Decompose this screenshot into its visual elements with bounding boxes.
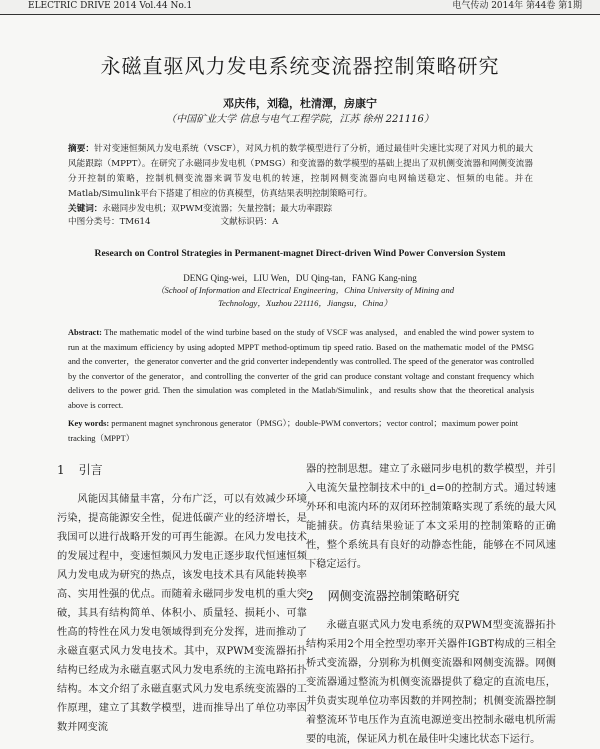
- english-keywords-text: permanent magnet synchronous generator（PMSG）；double-PWM convertors；vector control；maximum power point tracking（MPPT）: [68, 419, 519, 443]
- english-affiliation: （School of Information and Electrical Engineering，China University of Mining and Technology，Xuzhou 221116，Jiangsu，China）: [155, 285, 455, 308]
- chinese-keywords-label: 关键词：: [68, 204, 103, 214]
- section-1-number: 1: [57, 463, 65, 477]
- running-header-left: ELECTRIC DRIVE 2014 Vol.44 No.1: [28, 1, 193, 11]
- chinese-abstract-text: 针对变速恒频风力发电系统（VSCF），对风力机的数学模型进行了分析，通过最佳叶尖速比实现了对风力机的最大风能跟踪（MPPT）。在研究了永磁同步发电机（PMSG）和变流器的数学模型的基础上提出了双机侧变流器和网侧变流器分开控制的策略，控制机侧变流器来调节发电机的转速，控制网侧变流器向电网输送稳定、恒频的电能。并在Matlab/Simulink平台下搭建了相应的仿真模型，仿真结果表明控制策略可行。: [68, 144, 533, 199]
- english-keywords-label: Key words:: [68, 419, 110, 428]
- english-abstract-text: The mathematic model of the wind turbine based on the study of VSCF was analysed，and enabled the wind power system to run at the maximum efficiency by using adopted MPPT method-optimum tip speed ratio. Based on the mathematic model of the PMSG and the converter，the generator converter and the grid converter independently was controlled. The speed of the generator was controlled by the convertor of the generator，and controlling the converter of the grid can produce constant voltage and constant frequency which delivers to the power grid. Then the simulation was completed in the Matlab/Simulink，and results show that the theoretical analysis above is correct.: [68, 328, 534, 410]
- chinese-keywords: [68, 203, 533, 216]
- affiliation: （中国矿业大学 信息与电气工程学院，江苏 徐州 221116）: [166, 114, 434, 125]
- right-column: [306, 460, 556, 749]
- section-2-heading: [306, 584, 556, 608]
- english-title: Research on Control Strategies in Permanent-magnet Direct-driven Wind Power Conversion System: [94, 248, 506, 259]
- running-header-right: 电气传动 2014年 第44卷 第1期: [452, 1, 582, 11]
- english-abstract: [68, 326, 534, 413]
- authors: 邓庆伟，刘稳，杜清潭，房康宁: [223, 97, 377, 110]
- section-2-title: 网侧变流器控制策略研究: [327, 589, 460, 603]
- section-1-heading: [57, 458, 307, 482]
- running-header: [0, 0, 600, 15]
- chinese-abstract: [68, 142, 533, 202]
- clc-number: 中图分类号：TM614: [68, 217, 151, 227]
- english-abstract-label: Abstract:: [68, 328, 102, 337]
- section-2-number: 2: [306, 589, 314, 603]
- paper-title: 永磁直驱风力发电系统变流器控制策略研究: [100, 54, 500, 78]
- chinese-keywords-text: 永磁同步发电机；双PWM变流器；矢量控制；最大功率跟踪: [102, 204, 333, 214]
- english-authors: DENG Qing-wei，LIU Wen，DU Qing-tan，FANG Kang-ning: [183, 273, 417, 283]
- section-2-paragraph: 永磁直驱式风力发电系统的双PWM型变流器拓扑结构采用2个用全控型功率开关器件IGBT构成的三相全桥式变流器，分别称为机侧变流器和网侧变流器。网侧变流器通过整流为机侧变流器提供了稳定的直流电压，并负责实现单位功率因数的并网控制；机侧变流器控制着整流环节电压作为直流电源逆变出控制永磁电机所需要的电流，保证风力机在最佳叶尖速比状态下运行。: [306, 620, 556, 745]
- english-keywords: [68, 417, 534, 446]
- document-code: 文献标识码：A: [220, 217, 279, 227]
- section-1-title: 引言: [78, 463, 103, 477]
- chinese-abstract-label: 摘要：: [68, 144, 95, 154]
- intro-continued-paragraph: 器的控制思想。建立了永磁同步电机的数学模型，并引入电流矢量控制技术中的i_d=0的控制方式。通过转速外环和电流内环的双闭环控制策略实现了系统的最大风能捕获。仿真结果验证了本文采用的控制策略的正确性，整个系统具有良好的动静态性能，能够在不同风速下稳定运行。: [306, 464, 556, 570]
- left-column: [57, 460, 307, 737]
- classification: [68, 216, 533, 229]
- section-1-paragraph: 风能因其储量丰富，分布广泛，可以有效减少环境污染，提高能源安全性，促进低碳产业的经济增长，是我国可以进行战略开发的可再生能源。在风力发电技术的发展过程中，变速恒频风力发电正逐步取代恒速恒频风力发电成为研究的热点，该发电技术具有风能转换率高、实用性强的优点。而随着永磁同步发电机的重大突破，其具有结构简单、体积小、质量轻、损耗小、可靠性高的特性在风力发电领域得到充分发挥，进而推动了永磁直驱式风力发电技术。其中，双PWM变流器拓扑结构已经成为永磁直驱式风力发电系统的主流电路拓扑结构。本文介绍了永磁直驱式风力发电系统变流器的工作原理，建立了其数学模型，进而推导出了单位功率因数并网变流: [57, 494, 307, 733]
